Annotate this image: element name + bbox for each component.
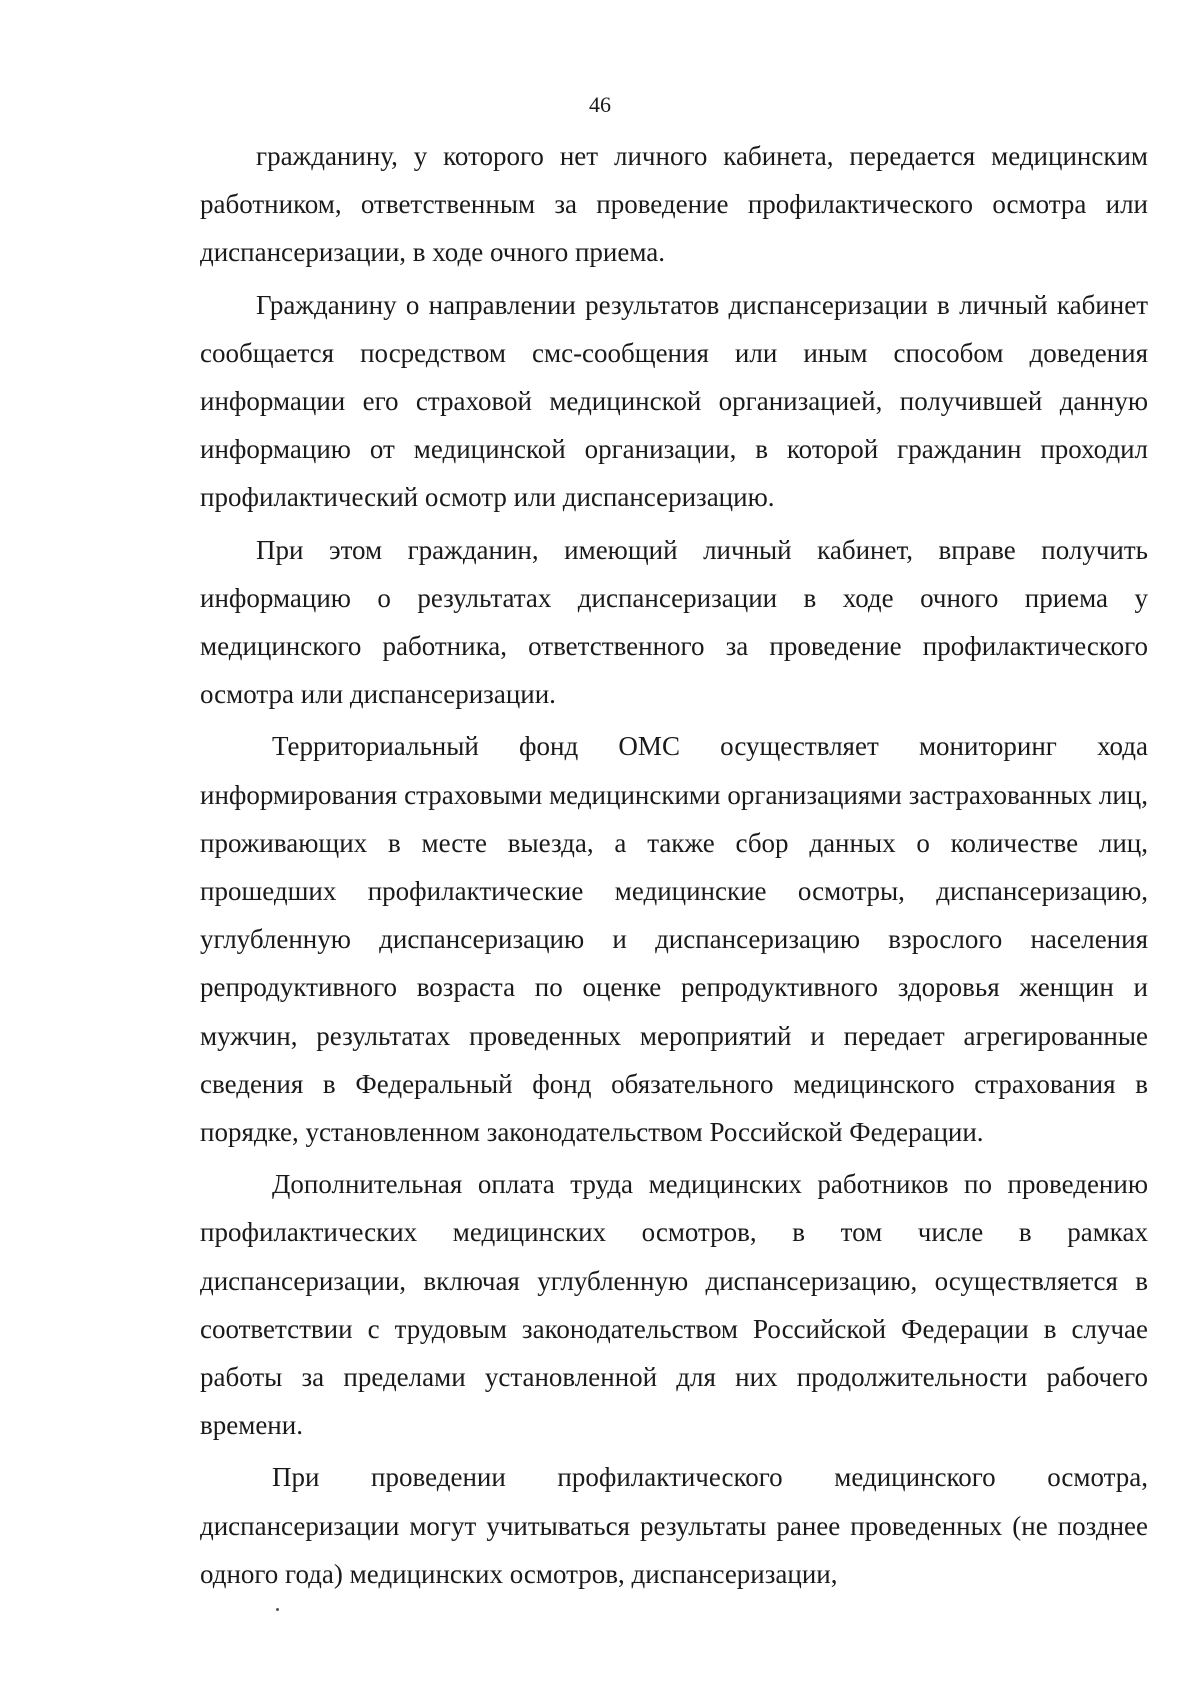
page-number: 46 — [589, 92, 611, 117]
paragraph-1: гражданину, у которого нет личного кабинета, передается медицинским работником, ответственным за проведение профилактического осмотра или диспансеризации, в ходе очного приема. — [200, 141, 1148, 268]
paragraph-4: Территориальный фонд ОМС осуществляет мониторинг хода информирования страховыми медицинскими организациями застрахованных лиц, проживающих в месте выезда, а также сбор данных о количестве лиц, прошедших профилактические медицинские осмотры, диспансеризацию, углубленную диспансеризацию и диспансеризацию взрослого населения репродуктивного возраста по оценке репродуктивного здоровья женщин и мужчин, результатах проведенных мероприятий и передает агрегированные сведения в Федеральный фонд обязательного медицинского страхования в порядке, установленном законодательством Российской Федерации. — [200, 731, 1148, 1148]
paragraph-3: При этом гражданин, имеющий личный кабинет, вправе получить информацию о результатах диспансеризации в ходе очного приема у медицинского работника, ответственного за проведение профилактического осмотра или диспансеризации. — [200, 534, 1148, 710]
paragraph-5: Дополнительная оплата труда медицинских работников по проведению профилактических медицинских осмотров, в том числе в рамках диспансеризации, включая углубленную диспансеризацию, осуществляется в соответствии с трудовым законодательством Российской Федерации в случае работы за пределами установленной для них продолжительности рабочего времени. — [200, 1169, 1148, 1441]
document-body — [200, 132, 1148, 1598]
paragraph-6: При проведении профилактического медицинского осмотра, диспансеризации могут учитываться результаты ранее проведенных (не позднее одного года) медицинских осмотров, диспансеризации, — [200, 1462, 1148, 1589]
scan-dot-mark — [276, 1608, 279, 1611]
paragraph-2: Гражданину о направлении результатов диспансеризации в личный кабинет сообщается посредством смс-сообщения или иным способом доведения информации его страховой медицинской организацией, получившей данную информацию от медицинской организации, в которой гражданин проходил профилактический осмотр или диспансеризацию. — [200, 289, 1148, 513]
